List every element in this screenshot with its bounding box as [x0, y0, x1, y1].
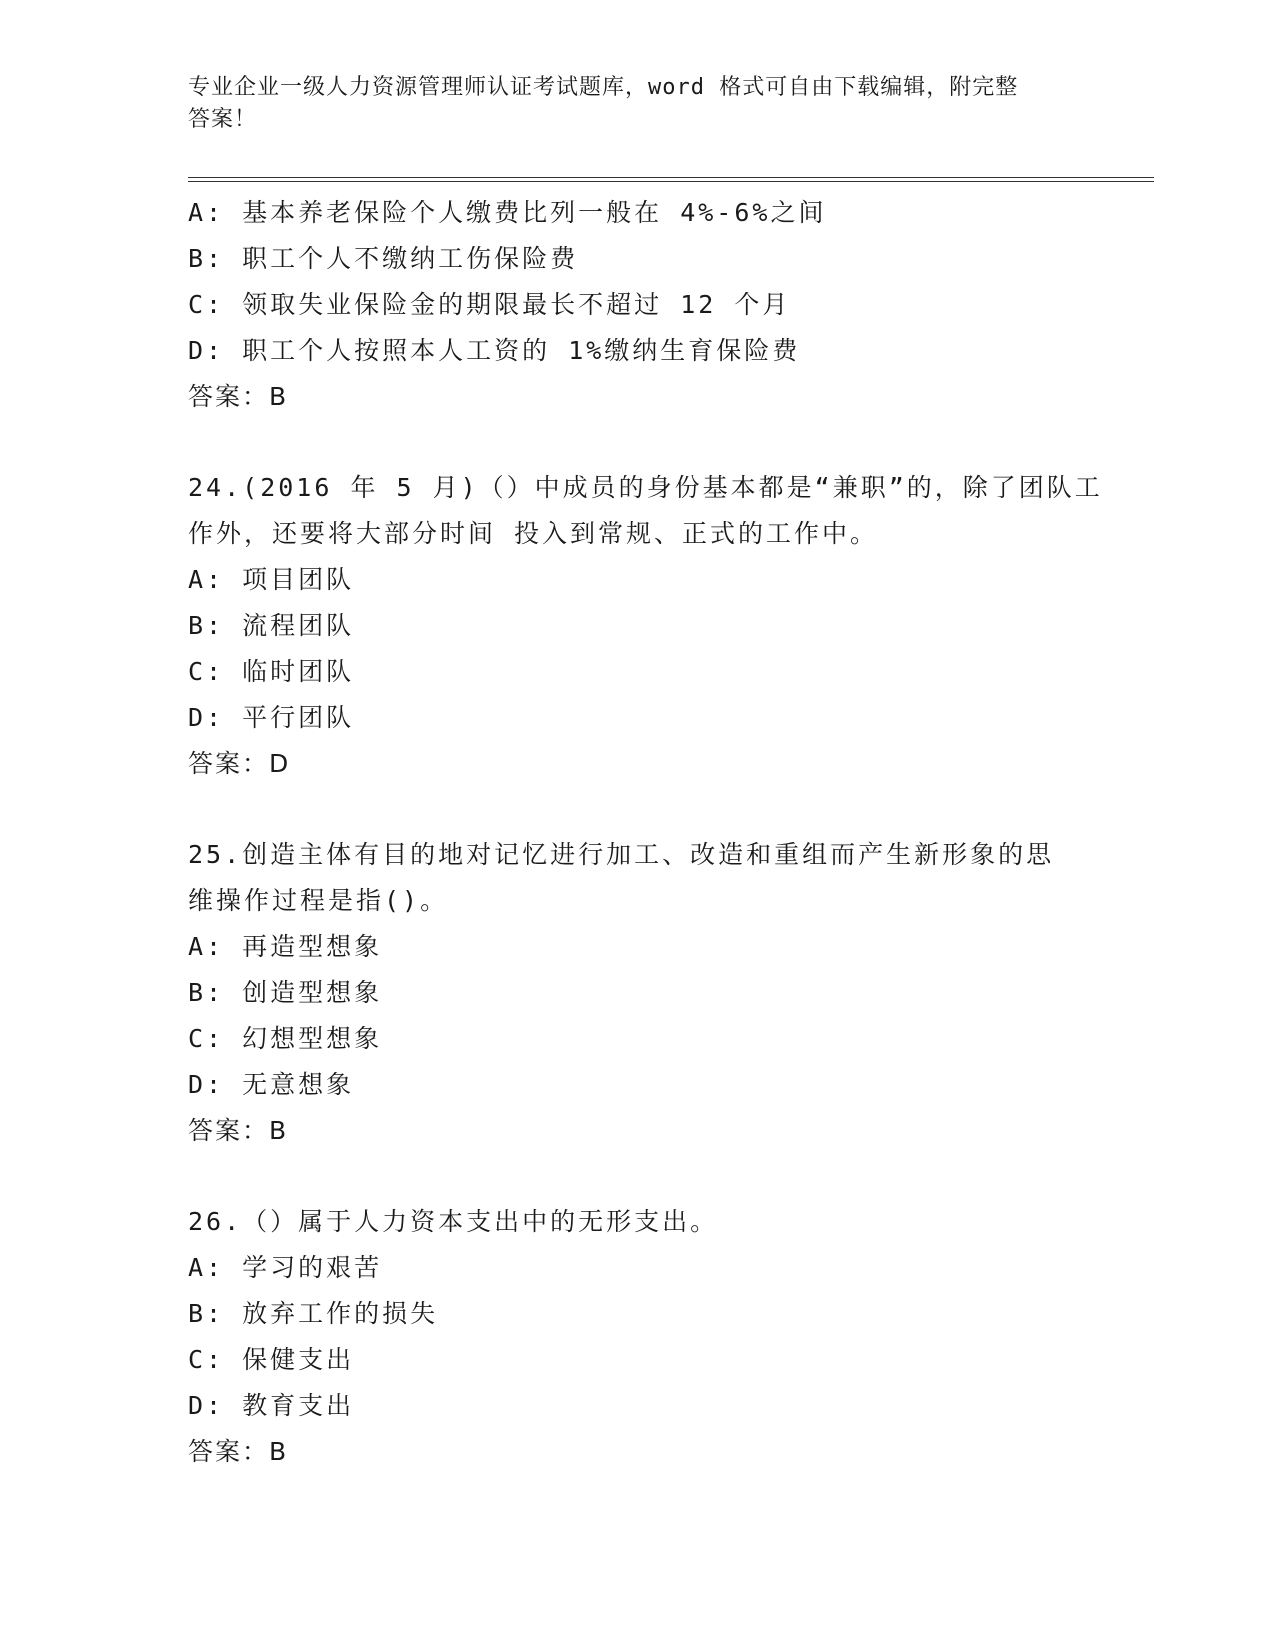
option-b: B: 创造型想象: [188, 978, 383, 1007]
header-divider-top: [188, 177, 1154, 178]
option-a: A: 学习的艰苦: [188, 1253, 383, 1282]
question-24: [188, 465, 1103, 787]
option-a: A: 项目团队: [188, 565, 355, 594]
option-c: C: 幻想型想象: [188, 1024, 383, 1053]
question-list: [188, 190, 1103, 1475]
answer: 答案：D: [188, 749, 291, 778]
spacer: [188, 1154, 1088, 1199]
answer: 答案：B: [188, 382, 289, 411]
answer: 答案：B: [188, 1116, 289, 1145]
question-25: [188, 832, 1088, 1154]
question-23: [188, 190, 1088, 420]
question-text-line-2: 维操作过程是指()。: [188, 886, 449, 915]
question-text-line-1: 26.（）属于人力资本支出中的无形支出。: [188, 1207, 719, 1236]
answer: 答案：B: [188, 1437, 289, 1466]
option-d: D: 平行团队: [188, 703, 355, 732]
spacer: [188, 420, 1088, 465]
option-a: A: 再造型想象: [188, 932, 383, 961]
option-d: D: 无意想象: [188, 1070, 355, 1099]
question-text-line-1: 24.(2016 年 5 月)（）中成员的身份基本都是“兼职”的，除了团队工: [188, 473, 1103, 502]
option-b: B: 放弃工作的损失: [188, 1299, 439, 1328]
option-c: C: 保健支出: [188, 1345, 355, 1374]
header-divider-bottom: [188, 181, 1154, 182]
question-26: [188, 1199, 1088, 1475]
spacer: [188, 787, 1088, 832]
question-text-line-1: 25.创造主体有目的地对记忆进行加工、改造和重组而产生新形象的思: [188, 840, 1055, 869]
option-b: B: 流程团队: [188, 611, 355, 640]
option-d: D: 职工个人按照本人工资的 1%缴纳生育保险费: [188, 336, 801, 365]
option-d: D: 教育支出: [188, 1391, 355, 1420]
question-text-line-2: 作外，还要将大部分时间 投入到常规、正式的工作中。: [188, 519, 879, 548]
option-b: B: 职工个人不缴纳工伤保险费: [188, 244, 579, 273]
option-c: C: 临时团队: [188, 657, 355, 686]
header-line-2: 答案！: [188, 107, 258, 132]
document-header: [188, 72, 1068, 136]
option-c: C: 领取失业保险金的期限最长不超过 12 个月: [188, 290, 791, 319]
option-a: A: 基本养老保险个人缴费比列一般在 4%-6%之间: [188, 198, 827, 227]
header-line-1: 专业企业一级人力资源管理师认证考试题库，word 格式可自由下载编辑，附完整: [188, 75, 1019, 100]
